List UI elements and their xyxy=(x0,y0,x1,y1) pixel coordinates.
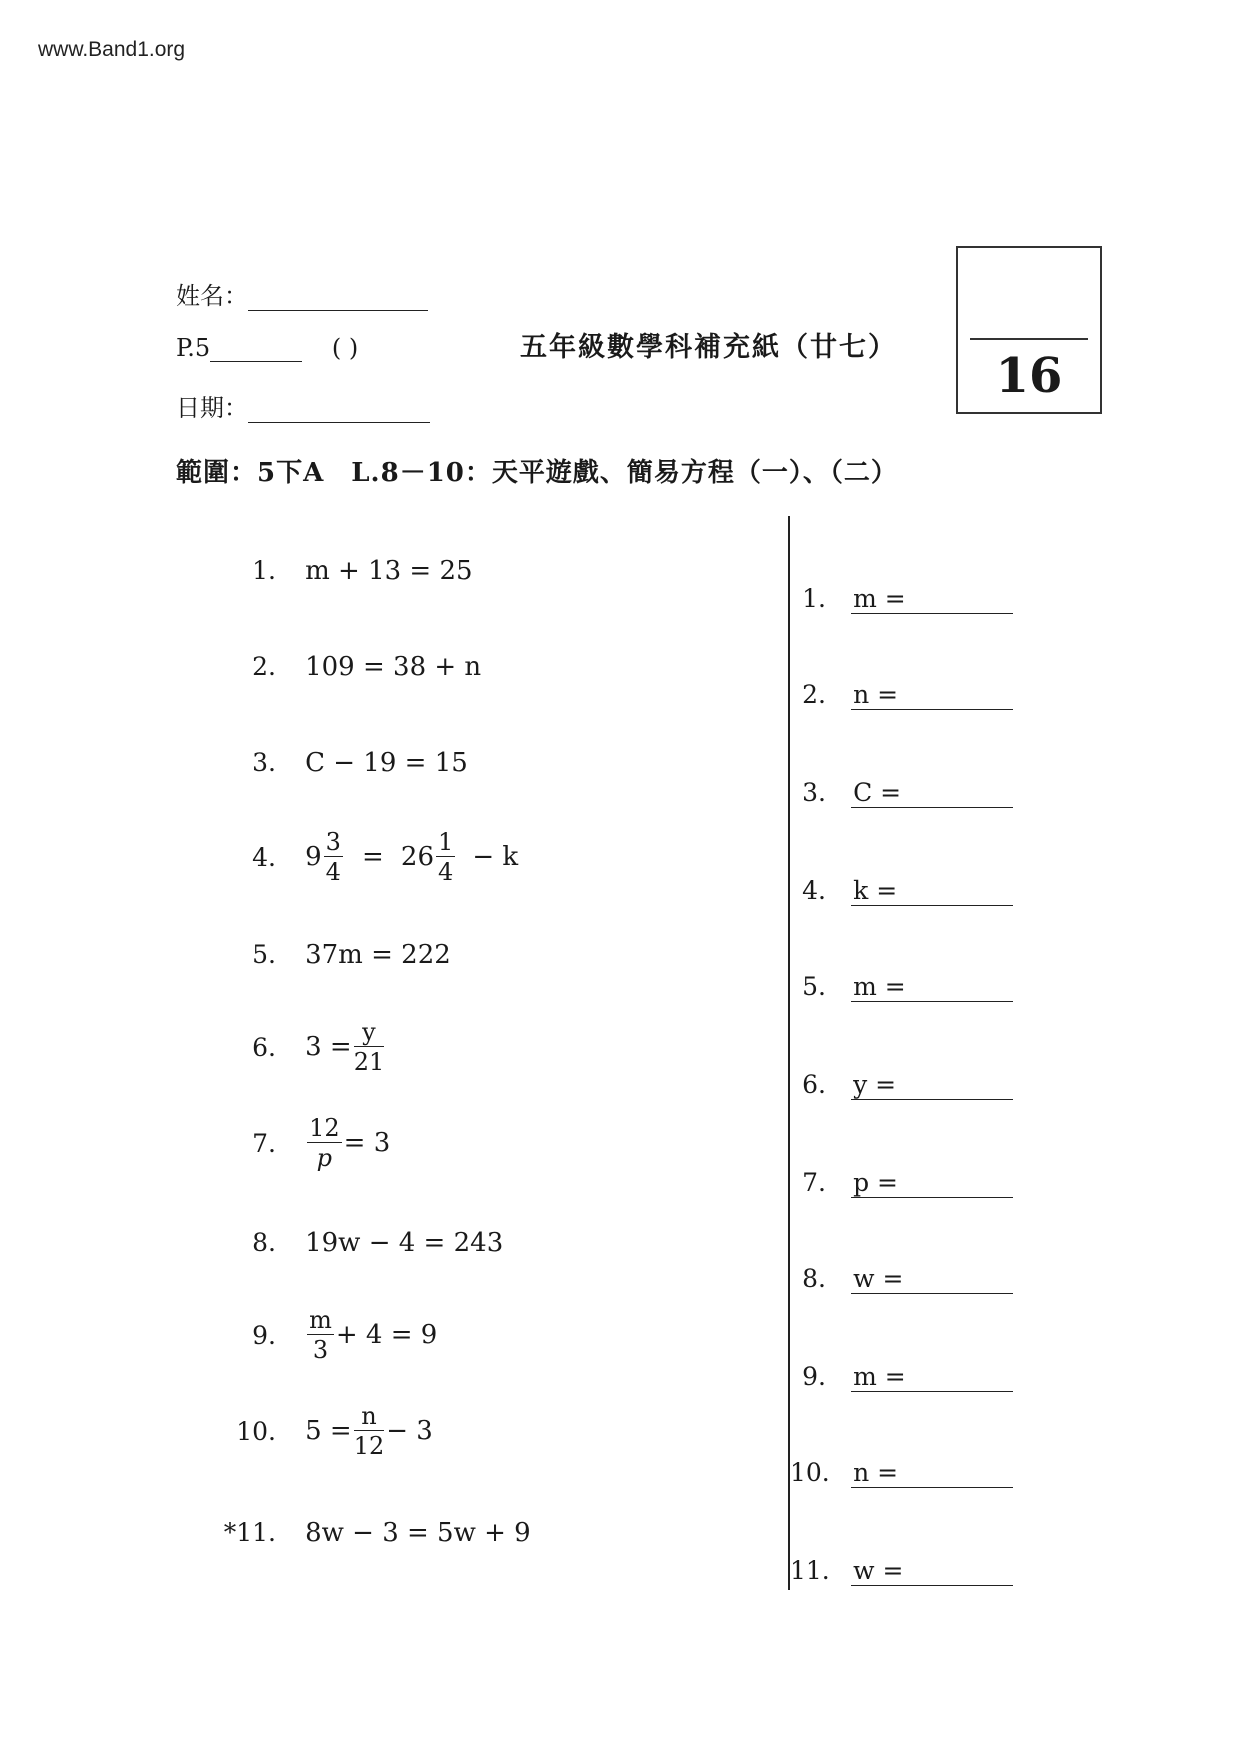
answer-blank[interactable]: n = xyxy=(851,1458,1013,1488)
numerator: 3 xyxy=(325,828,341,856)
fraction xyxy=(436,830,455,884)
answer-blank[interactable]: m = xyxy=(851,972,1013,1002)
answer-number: 9. xyxy=(802,1362,826,1391)
answer-blank[interactable]: w = xyxy=(851,1264,1013,1294)
date-field[interactable] xyxy=(176,388,430,423)
fraction xyxy=(354,1404,385,1458)
answer-8[interactable] xyxy=(800,1264,1013,1294)
answer-blank[interactable]: k = xyxy=(851,876,1013,906)
numerator: n xyxy=(354,1404,385,1431)
answer-number: 10. xyxy=(790,1458,830,1487)
answer-blank[interactable]: p = xyxy=(851,1168,1013,1198)
answer-3[interactable] xyxy=(800,778,1013,808)
equation-rhs: = 3 xyxy=(343,1128,391,1158)
page-title: 五年級數學科補充紙（廿七） xyxy=(520,332,897,363)
equation: 109 = 38 + n xyxy=(305,652,482,682)
mixed-number-whole: 9 xyxy=(305,842,322,872)
answer-blank[interactable]: m = xyxy=(851,1362,1013,1392)
denominator: 21 xyxy=(353,1048,385,1076)
question-8 xyxy=(216,1228,503,1258)
question-number: 8. xyxy=(252,1228,276,1257)
answer-1[interactable] xyxy=(800,584,1013,614)
answer-10[interactable] xyxy=(790,1458,1013,1488)
answer-number: 8. xyxy=(802,1264,826,1293)
total-questions: 16 xyxy=(995,348,1063,404)
answer-6[interactable] xyxy=(800,1070,1013,1100)
fraction xyxy=(307,1308,334,1362)
question-6 xyxy=(216,1020,386,1074)
equation-rhs: − 3 xyxy=(386,1416,433,1446)
equation-tail: − k xyxy=(472,842,519,872)
class-label: P.5 xyxy=(176,334,211,362)
fraction xyxy=(307,1116,342,1170)
question-5 xyxy=(216,940,451,970)
answer-number: 11. xyxy=(790,1556,830,1585)
denominator: 3 xyxy=(312,1336,329,1364)
class-field[interactable] xyxy=(176,334,358,362)
question-3 xyxy=(216,748,468,778)
question-4 xyxy=(216,830,518,884)
fraction xyxy=(354,1020,385,1074)
denominator: 4 xyxy=(438,858,454,886)
equals-sign: = xyxy=(362,842,384,872)
answer-5[interactable] xyxy=(800,972,1013,1002)
question-10 xyxy=(216,1404,433,1458)
numerator: 1 xyxy=(438,828,454,856)
class-blank[interactable] xyxy=(210,339,302,362)
equation: 8w − 3 = 5w + 9 xyxy=(305,1518,531,1548)
answer-9[interactable] xyxy=(800,1362,1013,1392)
equation: 19w − 4 = 243 xyxy=(305,1228,504,1258)
name-field[interactable] xyxy=(176,276,428,311)
name-label: 姓名： xyxy=(176,282,248,310)
question-11 xyxy=(216,1518,531,1548)
mixed-number-whole: 26 xyxy=(400,842,434,872)
question-number: 1. xyxy=(252,556,276,585)
question-number: 7. xyxy=(252,1128,276,1158)
score-box xyxy=(956,246,1102,414)
answer-number: 7. xyxy=(802,1168,826,1197)
answer-blank[interactable]: m = xyxy=(851,584,1013,614)
answer-2[interactable] xyxy=(800,680,1013,710)
equation: m + 13 = 25 xyxy=(305,556,473,586)
question-number: 5. xyxy=(252,940,276,969)
denominator: 4 xyxy=(325,858,341,886)
answer-number: 5. xyxy=(802,972,826,1001)
answer-11[interactable] xyxy=(790,1556,1013,1586)
class-number-parens: ( ) xyxy=(331,334,359,362)
name-blank[interactable] xyxy=(248,286,428,311)
answer-number: 1. xyxy=(802,584,826,613)
question-number: 4. xyxy=(252,842,276,872)
answer-7[interactable] xyxy=(800,1168,1013,1198)
watermark: www.Band1.org xyxy=(38,38,186,61)
question-2 xyxy=(216,652,481,682)
column-divider xyxy=(788,516,790,1590)
fraction xyxy=(324,830,343,884)
answer-number: 3. xyxy=(802,778,826,807)
date-label: 日期： xyxy=(176,394,248,422)
score-line[interactable] xyxy=(970,338,1088,340)
question-number: 3. xyxy=(252,748,276,777)
answer-blank[interactable]: C = xyxy=(851,778,1013,808)
equation-rhs: + 4 = 9 xyxy=(335,1320,438,1350)
answer-blank[interactable]: w = xyxy=(851,1556,1013,1586)
equation-lhs: 3 = xyxy=(305,1032,352,1062)
question-number: 2. xyxy=(252,652,276,681)
numerator: y xyxy=(354,1020,385,1047)
equation: C − 19 = 15 xyxy=(305,748,468,778)
numerator: m xyxy=(309,1306,332,1334)
equation: 37m = 222 xyxy=(305,940,451,970)
numerator: 12 xyxy=(309,1114,340,1142)
question-7 xyxy=(216,1116,390,1170)
question-number: 6. xyxy=(252,1032,276,1062)
answer-4[interactable] xyxy=(800,876,1013,906)
denominator: 12 xyxy=(353,1432,385,1460)
question-number: 10. xyxy=(236,1416,276,1446)
scope-line: 範圍：5下A L.8－10：天平遊戲、簡易方程（一）、（二） xyxy=(176,458,898,488)
answer-number: 4. xyxy=(802,876,826,905)
answer-number: 2. xyxy=(802,680,826,709)
question-number: *11. xyxy=(223,1518,276,1547)
answer-blank[interactable]: n = xyxy=(851,680,1013,710)
answer-number: 6. xyxy=(802,1070,826,1099)
question-1 xyxy=(216,556,473,586)
date-blank[interactable] xyxy=(248,398,430,423)
answer-blank[interactable]: y = xyxy=(851,1070,1013,1100)
denominator: p xyxy=(316,1144,333,1172)
equation-lhs: 5 = xyxy=(305,1416,352,1446)
question-9 xyxy=(216,1308,437,1362)
question-number: 9. xyxy=(252,1320,276,1350)
